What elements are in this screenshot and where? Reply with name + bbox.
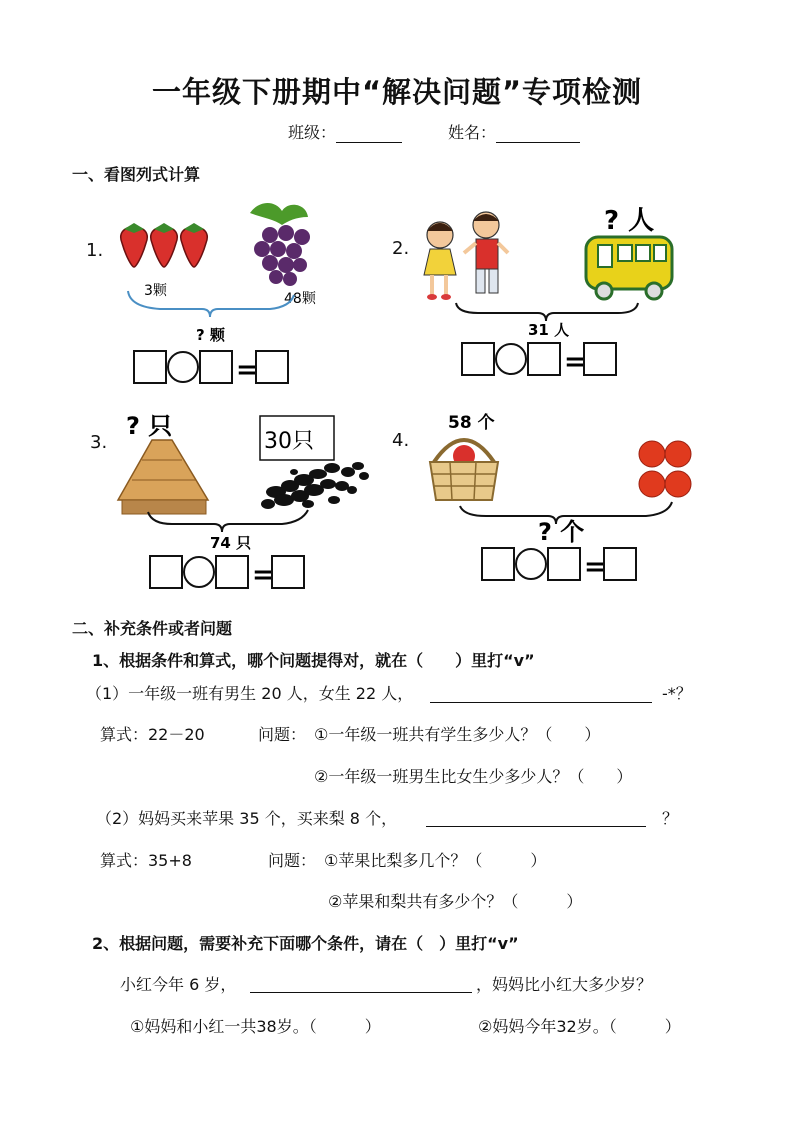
q2-question-label: 问题： bbox=[268, 851, 317, 870]
problem1-total-label: ? 颗 bbox=[196, 326, 225, 344]
answer-box[interactable] bbox=[462, 343, 494, 375]
part1-heading: 1、根据条件和算式，哪个问题提得对，就在（ ）里打“v” bbox=[92, 651, 535, 670]
problem4-left-label: 58 个 bbox=[448, 413, 495, 433]
answer-box[interactable] bbox=[548, 548, 580, 580]
grapes-icon bbox=[250, 203, 310, 286]
boy-icon bbox=[464, 212, 508, 293]
answer-box[interactable] bbox=[584, 343, 616, 375]
problem1-figure bbox=[110, 195, 340, 390]
answer-box[interactable] bbox=[216, 556, 248, 588]
q2-tail: ？ bbox=[662, 809, 679, 828]
answer-box[interactable] bbox=[150, 556, 182, 588]
problem4-total-label: ? 个 bbox=[538, 518, 585, 546]
q2-answer-blank[interactable] bbox=[426, 810, 646, 827]
birds-icon bbox=[261, 462, 369, 509]
section1-heading: 一、看图列式计算 bbox=[72, 165, 201, 184]
part2-answer-blank[interactable] bbox=[250, 976, 472, 993]
svg-text:=: = bbox=[236, 355, 258, 385]
q1-option-1[interactable]: ①一年级一班共有学生多少人？（ ） bbox=[314, 725, 601, 744]
name-blank[interactable] bbox=[496, 126, 580, 143]
operator-circle[interactable] bbox=[516, 549, 546, 579]
answer-box[interactable] bbox=[134, 351, 166, 383]
girl-icon bbox=[424, 222, 456, 300]
q1-formula: 算式：22－20 bbox=[100, 725, 205, 744]
answer-box[interactable] bbox=[272, 556, 304, 588]
problem1-number: 1. bbox=[86, 240, 104, 261]
svg-text:=: = bbox=[584, 552, 606, 582]
problem1-left-label: 3颗 bbox=[144, 283, 167, 299]
answer-box[interactable] bbox=[528, 343, 560, 375]
problem3-right-label: 30只 bbox=[264, 429, 314, 454]
operator-circle[interactable] bbox=[496, 344, 526, 374]
problem3-left-label: ? 只 bbox=[126, 412, 173, 440]
hut-icon bbox=[118, 440, 208, 514]
class-field[interactable] bbox=[288, 120, 402, 143]
problem4-number: 4. bbox=[392, 430, 410, 451]
class-blank[interactable] bbox=[336, 126, 402, 143]
problem2-number: 2. bbox=[392, 238, 410, 259]
q2-option-2[interactable]: ②苹果和梨共有多少个？（ ） bbox=[328, 892, 583, 911]
apples-icon bbox=[639, 441, 691, 497]
q1-lead: （1）一年级一班有男生 20 人，女生 22 人， bbox=[86, 684, 414, 703]
brace bbox=[456, 303, 638, 321]
strawberry-icon bbox=[151, 223, 178, 267]
answer-box[interactable] bbox=[256, 351, 288, 383]
answer-box[interactable] bbox=[200, 351, 232, 383]
problem3-total-label: 74 只 bbox=[210, 534, 252, 552]
answer-box[interactable] bbox=[604, 548, 636, 580]
part2-tail: ，妈妈比小红大多少岁？ bbox=[476, 975, 653, 994]
problem2-total-label: 31 人 bbox=[528, 321, 570, 339]
q1-option-2[interactable]: ②一年级一班男生比女生少多少人？（ ） bbox=[314, 767, 633, 786]
name-label: 姓名： bbox=[448, 123, 497, 142]
svg-text:=: = bbox=[252, 560, 274, 590]
problem4-figure bbox=[420, 400, 700, 590]
bus-icon bbox=[586, 237, 672, 299]
operator-circle[interactable] bbox=[184, 557, 214, 587]
q2-lead: （2）妈妈买来苹果 35 个，买来梨 8 个， bbox=[96, 809, 398, 828]
section2-heading: 二、补充条件或者问题 bbox=[72, 619, 233, 638]
q1-tail: -*？ bbox=[662, 684, 692, 703]
page-title: 一年级下册期中“解决问题”专项检测 bbox=[151, 75, 643, 109]
part2-heading: 2、根据问题，需要补充下面哪个条件，请在（ ）里打“v” bbox=[92, 934, 519, 953]
q1-answer-blank[interactable] bbox=[430, 686, 652, 703]
q1-question-label: 问题： bbox=[258, 725, 307, 744]
class-label: 班级： bbox=[288, 123, 337, 142]
problem2-right-label: ? 人 bbox=[604, 206, 655, 236]
name-field[interactable] bbox=[448, 120, 580, 143]
problem3-number: 3. bbox=[90, 432, 108, 453]
svg-text:=: = bbox=[564, 347, 586, 377]
basket-icon bbox=[430, 440, 498, 500]
q2-option-1[interactable]: ①苹果比梨多几个？（ ） bbox=[324, 851, 547, 870]
strawberry-icon bbox=[121, 223, 148, 267]
part2-option-2[interactable]: ②妈妈今年32岁。（ ） bbox=[478, 1017, 681, 1036]
part2-lead: 小红今年 6 岁， bbox=[120, 975, 237, 994]
problem3-figure bbox=[112, 400, 377, 595]
operator-circle[interactable] bbox=[168, 352, 198, 382]
part2-option-1[interactable]: ①妈妈和小红一共38岁。（ ） bbox=[130, 1017, 381, 1036]
problem2-figure bbox=[418, 195, 688, 385]
answer-box[interactable] bbox=[482, 548, 514, 580]
q2-formula: 算式：35+8 bbox=[100, 851, 192, 870]
problem1-right-label: 48颗 bbox=[284, 291, 316, 307]
strawberry-icon bbox=[181, 223, 208, 267]
q1-line bbox=[86, 681, 413, 704]
